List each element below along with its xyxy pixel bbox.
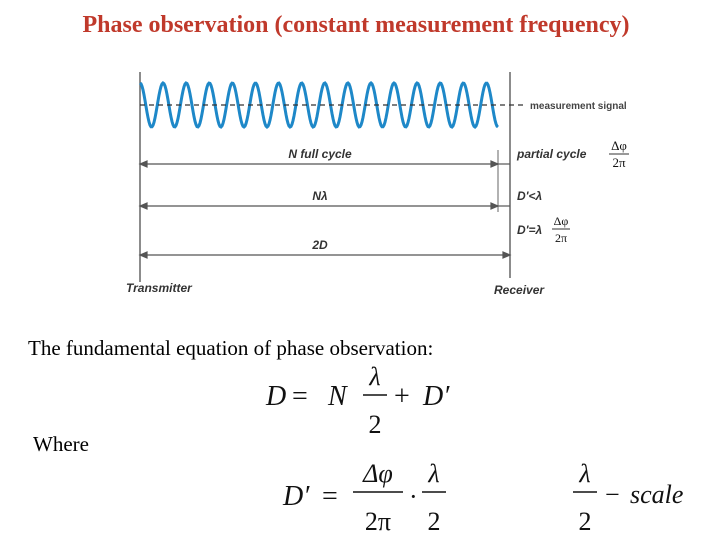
svg-text:·: ·	[409, 482, 418, 511]
delta-phi-text-2: Δφ	[553, 214, 569, 228]
receiver-label: Receiver	[494, 283, 545, 297]
svg-text:+: +	[394, 381, 410, 412]
measurement-signal-label: measurement signal	[530, 101, 627, 112]
page-title: Phase observation (constant measurement frequency)	[82, 12, 630, 38]
svg-text:2: 2	[578, 507, 592, 536]
fundamental-equation-caption: The fundamental equation of phase observation:	[28, 336, 434, 360]
d-prime-lt-label: D'<λ	[517, 189, 543, 203]
d-prime-equation	[282, 459, 446, 536]
two-pi-text-2: 2π	[554, 231, 568, 245]
svg-text:Δφ: Δφ	[363, 459, 393, 488]
partial-cycle-label: partial cycle	[517, 147, 587, 161]
main-equation	[265, 362, 450, 439]
d-prime-fraction	[552, 214, 570, 245]
where-label: Where	[33, 432, 89, 456]
svg-text:−: −	[605, 480, 620, 509]
n-lambda-label: Nλ	[312, 189, 328, 203]
two-d-label: 2D	[312, 238, 328, 252]
n-full-cycle-label: N full cycle	[288, 147, 352, 161]
svg-text:N: N	[328, 381, 347, 412]
svg-text:D: D	[266, 381, 287, 412]
svg-text:scale: scale	[630, 480, 684, 509]
partial-cycle-fraction	[609, 138, 629, 170]
svg-text:D′: D′	[283, 481, 310, 512]
svg-text:=: =	[322, 481, 338, 512]
d-prime-eq-label: D'=λ	[517, 223, 543, 237]
measurement-signal-wave	[140, 83, 498, 127]
two-pi-text: 2π	[612, 155, 626, 170]
svg-text:λ: λ	[369, 362, 381, 391]
svg-text:2: 2	[427, 507, 441, 536]
delta-phi-text: Δφ	[611, 138, 627, 153]
svg-text:2: 2	[368, 410, 382, 439]
svg-text:λ: λ	[579, 459, 591, 488]
transmitter-label: Transmitter	[126, 281, 192, 295]
svg-text:D′: D′	[423, 381, 450, 412]
svg-text:=: =	[292, 381, 308, 412]
scale-equation	[573, 459, 683, 536]
svg-text:λ: λ	[428, 459, 440, 488]
svg-text:2π: 2π	[364, 507, 392, 536]
